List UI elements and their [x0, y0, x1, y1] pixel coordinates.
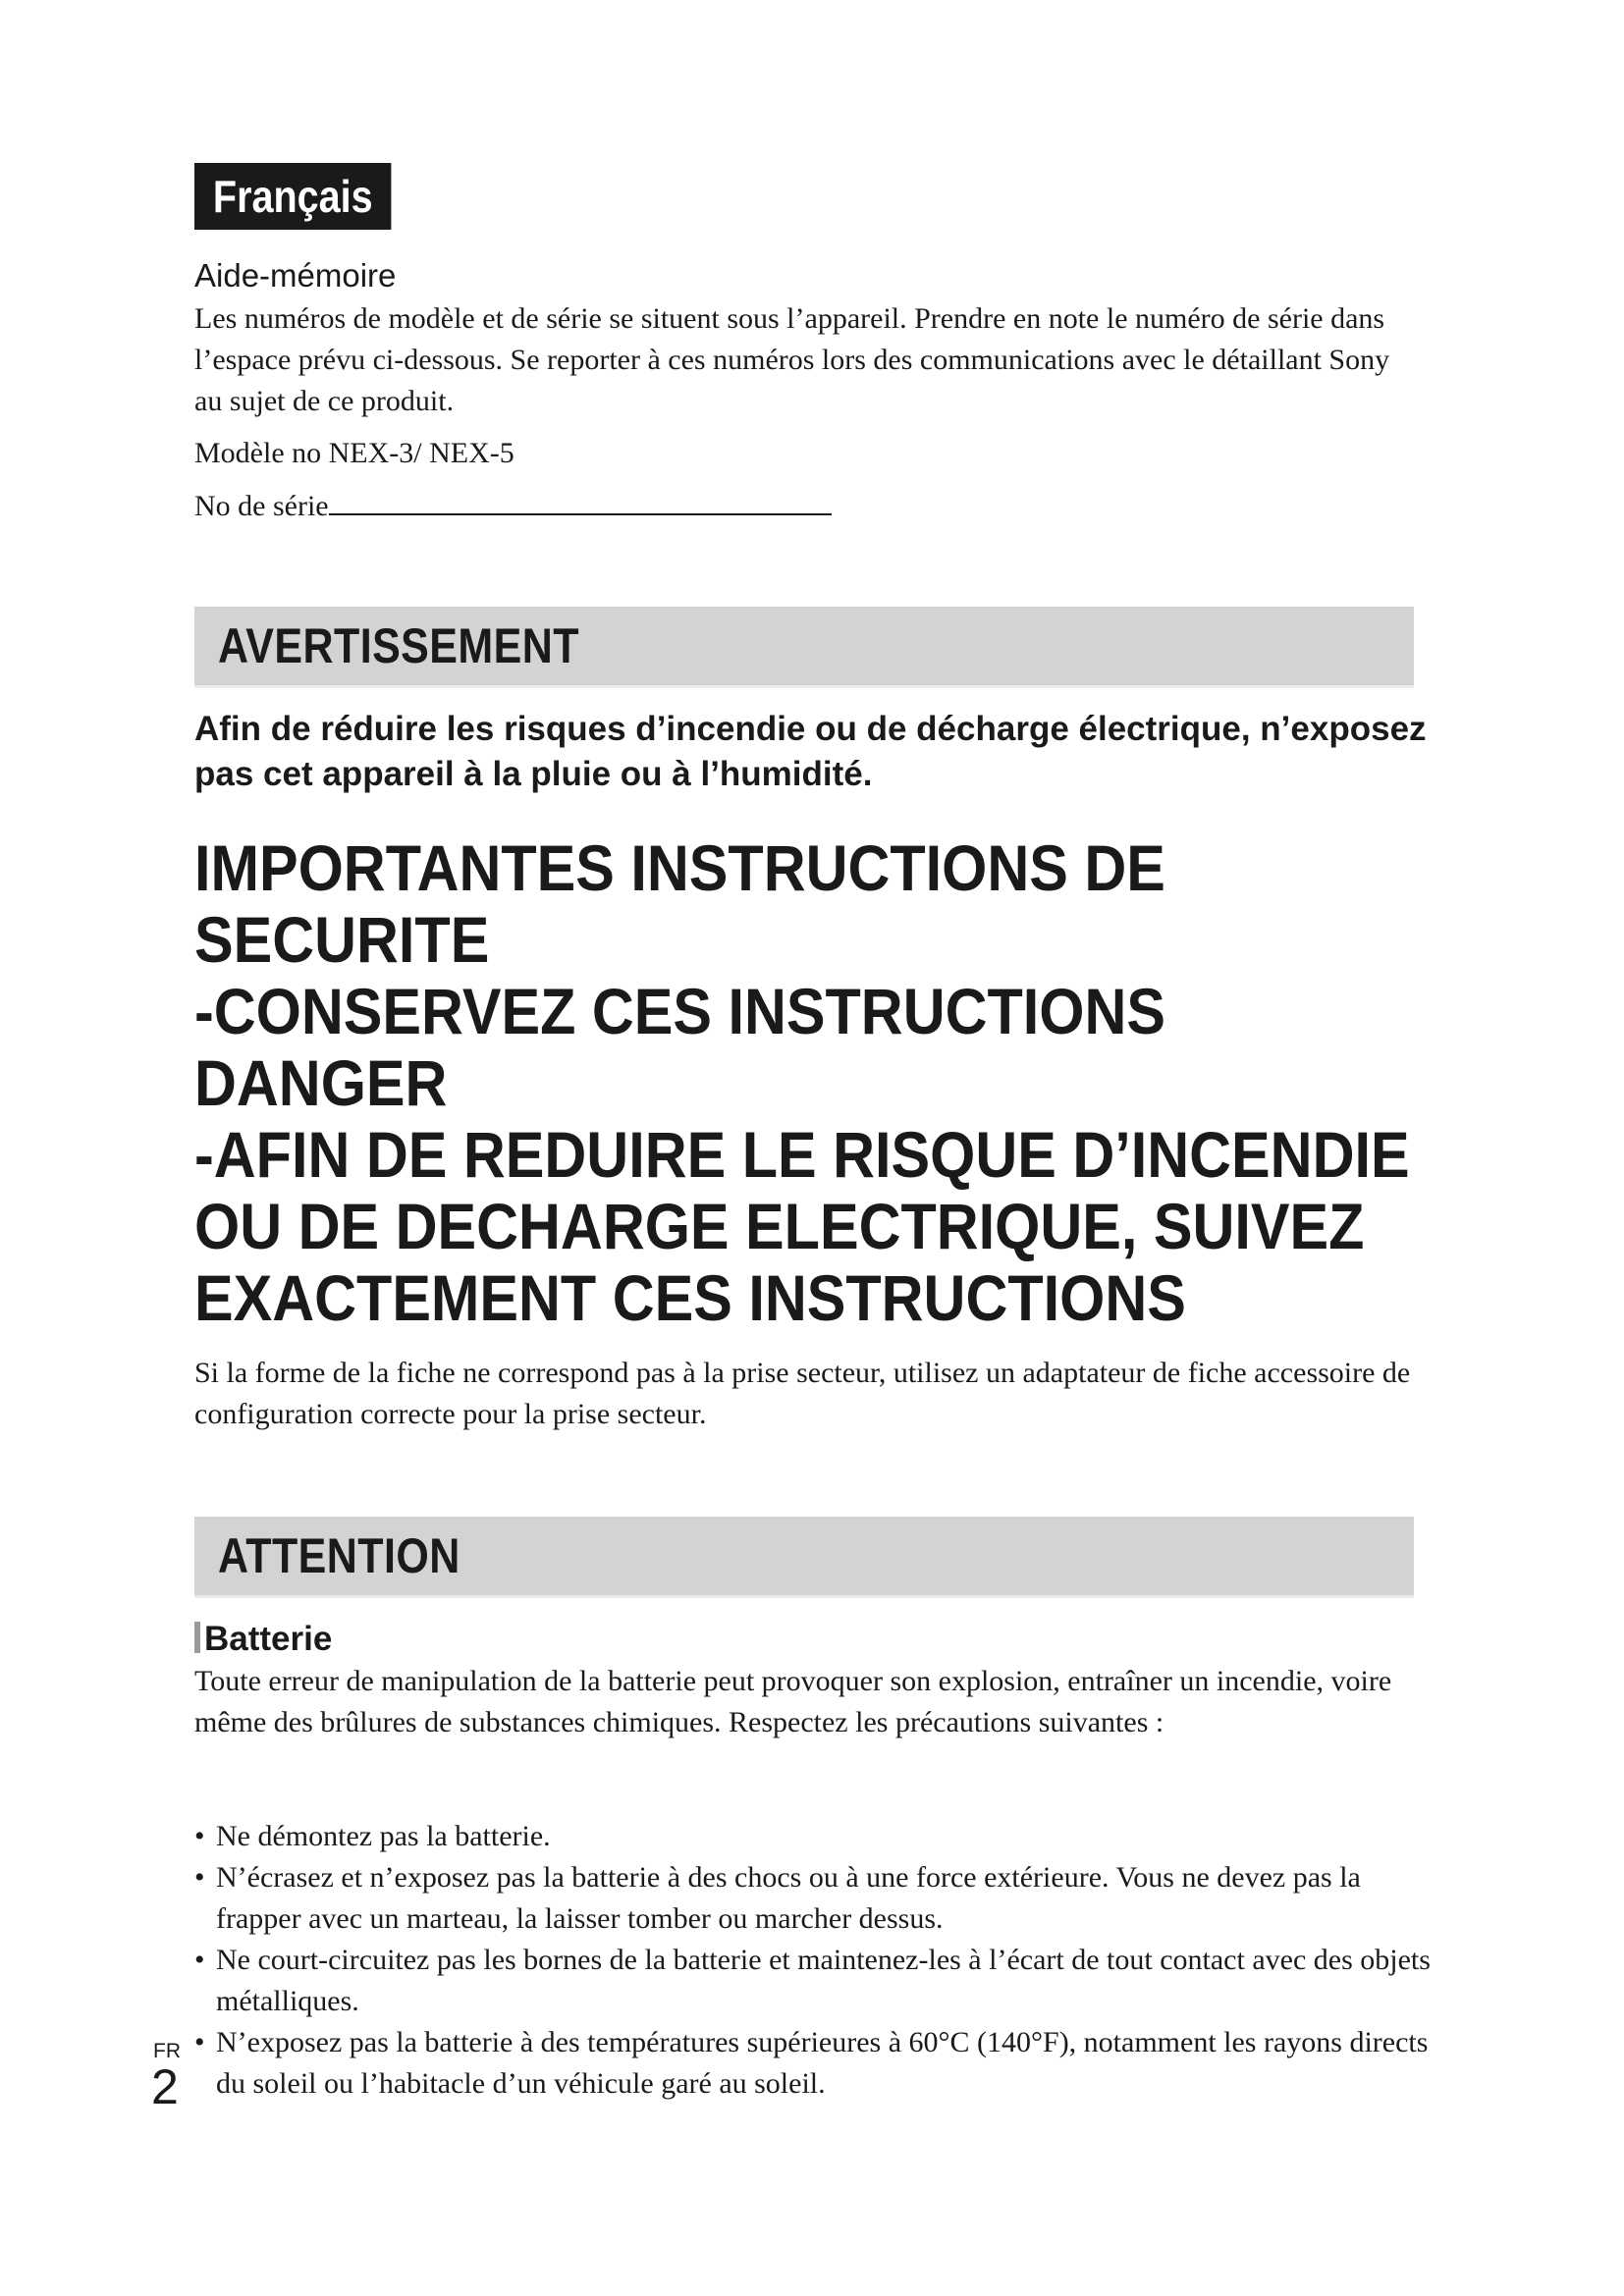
- memo-text: Les numéros de modèle et de série se situent sous l’appareil. Prendre en note le numéro de série dans l’espace prévu ci-dessous. Se reporter à ces numéros lors des communications avec le détaillant Sony au sujet de ce produit.: [194, 302, 1390, 417]
- memo-title: Aide-mémoire: [194, 257, 397, 294]
- model-number: Modèle no NEX-3/ NEX-5: [194, 437, 514, 469]
- safety-heading-line: SECURITE: [194, 903, 490, 976]
- attention-title: ATTENTION: [218, 1528, 460, 1583]
- battery-title: Batterie: [204, 1620, 333, 1658]
- bullet-icon: •: [194, 1944, 205, 1976]
- list-item: • Ne court-circuitez pas les bornes de la batterie et maintenez-les à l’écart de tout contact avec des objets métalliques.: [194, 1940, 1432, 2022]
- warning-band: [194, 607, 1414, 688]
- safety-heading-line: EXACTEMENT CES INSTRUCTIONS: [194, 1261, 1186, 1334]
- bullet-icon: •: [194, 1820, 205, 1852]
- safety-heading-line: DANGER: [194, 1046, 448, 1119]
- serial-number-label: No de série: [194, 490, 329, 522]
- safety-heading-line: IMPORTANTES INSTRUCTIONS DE: [194, 831, 1165, 904]
- battery-precautions-list: [194, 1816, 1432, 2105]
- list-item: • N’écrasez et n’exposez pas la batterie à des chocs ou à une force extérieure. Vous ne devez pas la frapper avec un marteau, la laisser tomber ou marcher dessus.: [194, 1857, 1432, 1940]
- plug-adapter-note: Si la forme de la fiche ne correspond pas à la prise secteur, utilisez un adaptateur de fiche accessoire de configuration correcte pour la prise secteur.: [194, 1357, 1411, 1430]
- attention-band: [194, 1517, 1414, 1598]
- language-tab: Français: [194, 163, 392, 230]
- serial-number-blank: [329, 486, 832, 515]
- safety-heading: [194, 832, 1432, 1334]
- safety-heading-line: -CONSERVEZ CES INSTRUCTIONS: [194, 975, 1166, 1047]
- safety-heading-line: OU DE DECHARGE ELECTRIQUE, SUIVEZ: [194, 1190, 1365, 1262]
- battery-text: Toute erreur de manipulation de la batterie peut provoquer son explosion, entraîner un incendie, voire même des brûlures de substances chimiques. Respectez les précautions suivantes :: [194, 1665, 1392, 1738]
- page-number: 2: [151, 2059, 179, 2114]
- warning-title: AVERTISSEMENT: [218, 618, 579, 673]
- serial-number-row: [194, 486, 1412, 527]
- list-item: • N’exposez pas la batterie à des températures supérieures à 60°C (140°F), notamment les rayons directs du soleil ou l’habitacle d’un véhicule garé au soleil.: [194, 2022, 1432, 2105]
- warning-text: Afin de réduire les risques d’incendie ou de décharge électrique, n’exposez pas cet appareil à la pluie ou à l’humidité.: [194, 710, 1427, 793]
- bullet-icon: •: [194, 2026, 205, 2058]
- bullet-icon: •: [194, 1861, 205, 1894]
- safety-heading-line: -AFIN DE REDUIRE LE RISQUE D’INCENDIE: [194, 1118, 1410, 1191]
- page-language-code: FR: [153, 2040, 181, 2062]
- section-marker-icon: [194, 1622, 200, 1653]
- list-item: • Ne démontez pas la batterie.: [194, 1816, 1432, 1857]
- battery-heading: [194, 1620, 332, 1659]
